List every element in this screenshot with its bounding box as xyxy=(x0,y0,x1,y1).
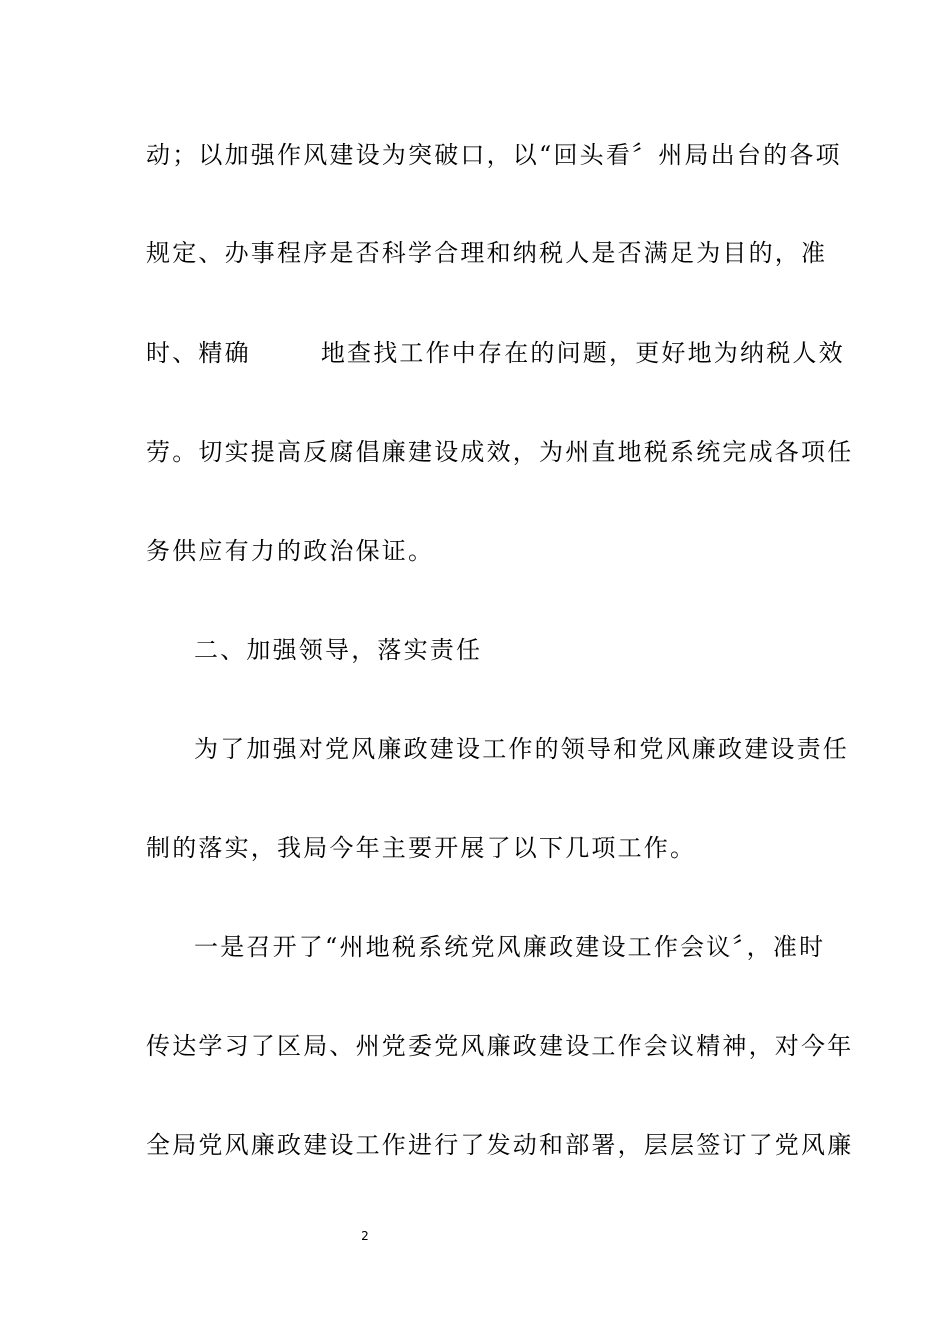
text-line-5: 务供应有力的政治保证。 xyxy=(146,537,435,565)
text-line-8: 制的落实，我局今年主要开展了以下几项工作。 xyxy=(146,834,697,862)
text-line-1: 动；以加强作风建设为突破口，以“回头看〞州局出台的各项 xyxy=(146,141,842,169)
text-line-3 xyxy=(146,338,845,368)
text-line-7: 为了加强对党风廉政建设工作的领导和党风廉政建设责任 xyxy=(194,735,849,763)
section-heading: 二、加强领导，落实责任 xyxy=(194,636,483,664)
text-line-9: 一是召开了“州地税系统党风廉政建设工作会议〞，准时 xyxy=(194,933,826,961)
text-line-3-rest: 地查找工作中存在的问题，更好地为纳税人效 xyxy=(320,339,845,367)
text-line-2: 规定、办事程序是否科学合理和纳税人是否满足为目的，准 xyxy=(146,239,828,267)
text-line-4: 劳。切实提高反腐倡廉建设成效，为州直地税系统完成各项任 xyxy=(146,438,854,466)
page-number: 2 xyxy=(361,1229,369,1243)
text-line-11: 全局党风廉政建设工作进行了发动和部署，层层签订了党风廉 xyxy=(146,1131,854,1159)
text-line-3-prefix: 时、精确 xyxy=(146,339,251,367)
text-line-10: 传达学习了区局、州党委党风廉政建设工作会议精神，对今年 xyxy=(146,1032,854,1060)
